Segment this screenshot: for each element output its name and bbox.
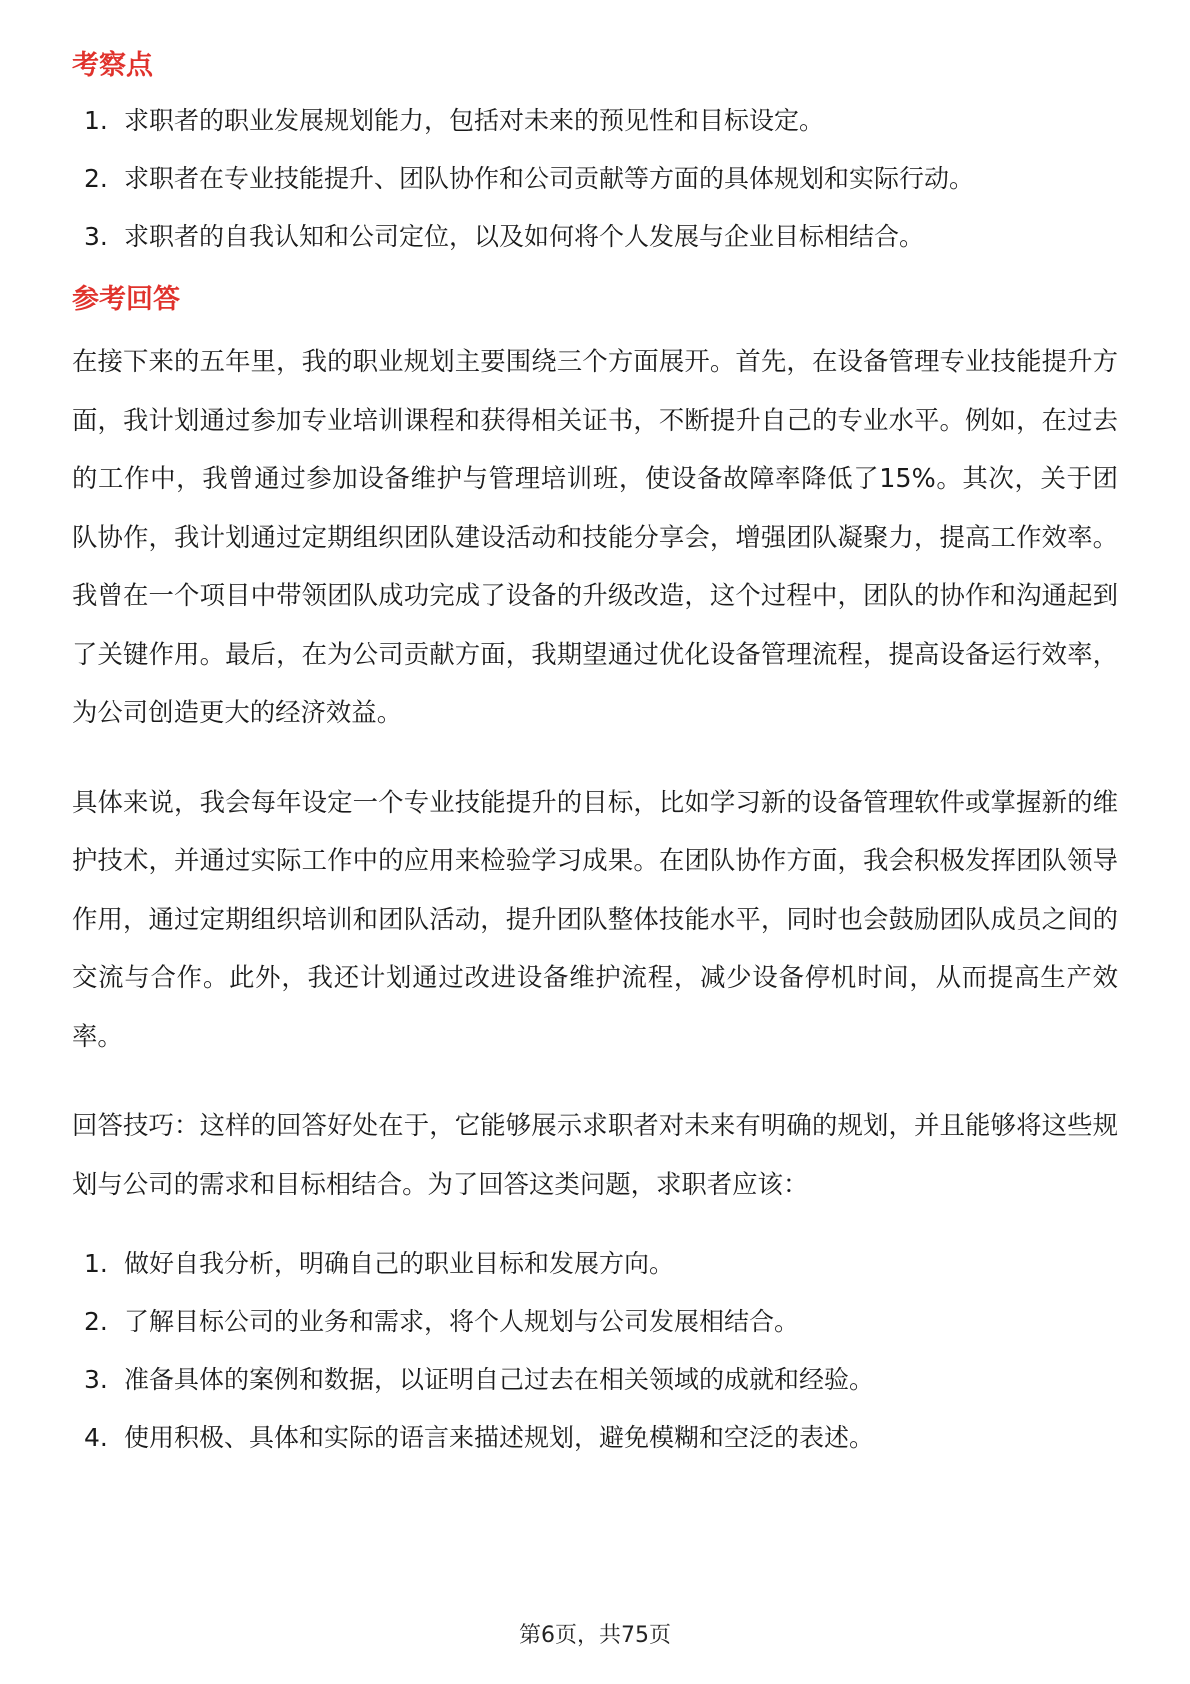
points-list (72, 92, 1118, 266)
page-content (72, 40, 1118, 1467)
answer-tips-intro: 回答技巧：这样的回答好处在于，它能够展示求职者对未来有明确的规划，并且能够将这些规划与公司的需求和目标相结合。为了回答这类问题，求职者应该： (72, 1110, 1118, 1199)
list-item-number: 1. (84, 106, 108, 135)
list-item-number: 2. (84, 1307, 108, 1336)
list-item-number: 2. (84, 164, 108, 193)
list-item (72, 1351, 1118, 1409)
list-item (72, 1409, 1118, 1467)
list-item-number: 4. (84, 1423, 108, 1452)
list-item-text: 了解目标公司的业务和需求，将个人规划与公司发展相结合。 (124, 1307, 800, 1336)
list-item-text: 准备具体的案例和数据，以证明自己过去在相关领域的成就和经验。 (124, 1365, 875, 1394)
list-item-text: 做好自我分析，明确自己的职业目标和发展方向。 (124, 1249, 675, 1278)
list-item-text: 求职者的职业发展规划能力，包括对未来的预见性和目标设定。 (124, 106, 825, 135)
list-item (72, 150, 1118, 208)
list-item-text: 使用积极、具体和实际的语言来描述规划，避免模糊和空泛的表述。 (124, 1423, 875, 1452)
list-item-number: 1. (84, 1249, 108, 1278)
list-item-text: 求职者的自我认知和公司定位，以及如何将个人发展与企业目标相结合。 (124, 222, 925, 251)
section-title-answer: 参考回答 (72, 284, 180, 315)
tips-list (72, 1235, 1118, 1467)
answer-paragraph-1: 在接下来的五年里，我的职业规划主要围绕三个方面展开。首先，在设备管理专业技能提升方面，我计划通过参加专业培训课程和获得相关证书，不断提升自己的专业水平。例如，在过去的工作中，我曾通过参加设备维护与管理培训班，使设备故障率降低了15%。其次，关于团队协作，我计划通过定期组织团队建设活动和技能分享会，增强团队凝聚力，提高工作效率。我曾在一个项目中带领团队成功完成了设备的升级改造，这个过程中，团队的协作和沟通起到了关键作用。最后，在为公司贡献方面，我期望通过优化设备管理流程，提高设备运行效率，为公司创造更大的经济效益。 (72, 346, 1118, 727)
list-item (72, 1293, 1118, 1351)
page-number-footer: 第6页，共75页 (519, 1623, 671, 1648)
list-item-text: 求职者在专业技能提升、团队协作和公司贡献等方面的具体规划和实际行动。 (124, 164, 975, 193)
list-item (72, 1235, 1118, 1293)
list-item (72, 92, 1118, 150)
answer-paragraph-2: 具体来说，我会每年设定一个专业技能提升的目标，比如学习新的设备管理软件或掌握新的维护技术，并通过实际工作中的应用来检验学习成果。在团队协作方面，我会积极发挥团队领导作用，通过定期组织培训和团队活动，提升团队整体技能水平，同时也会鼓励团队成员之间的交流与合作。此外，我还计划通过改进设备维护流程，减少设备停机时间，从而提高生产效率。 (72, 786, 1118, 1051)
list-item (72, 208, 1118, 266)
section-title-points: 考察点 (72, 50, 153, 81)
list-item-number: 3. (84, 222, 108, 251)
list-item-number: 3. (84, 1365, 108, 1394)
